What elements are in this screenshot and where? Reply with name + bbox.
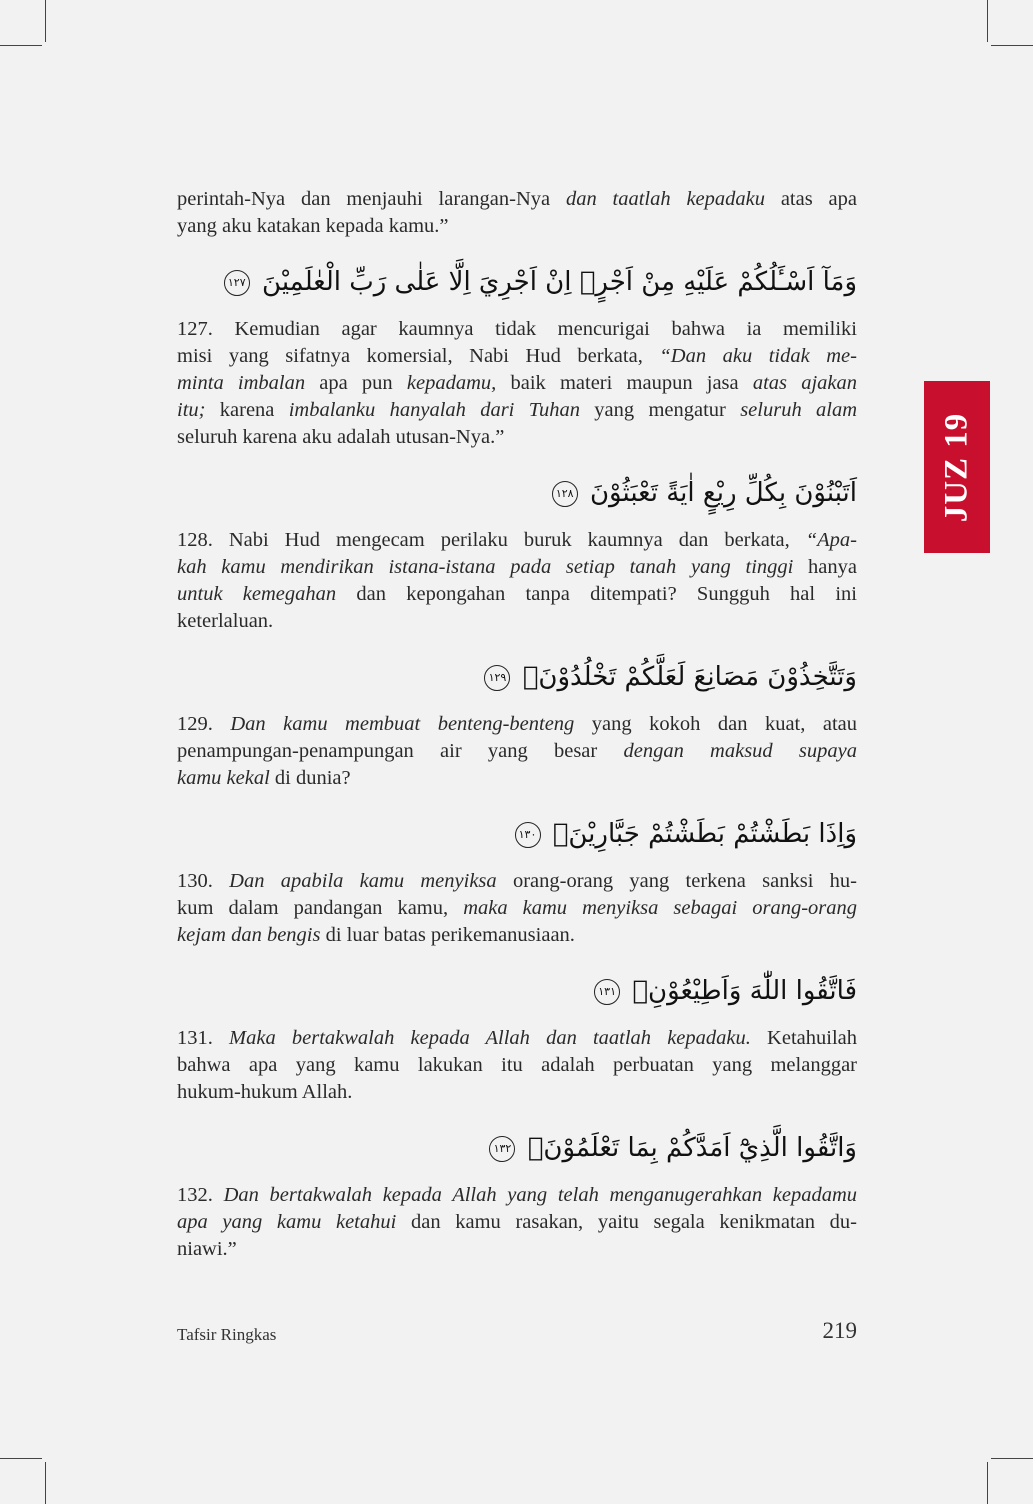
text-run: penampungan-penampungan air yang besar <box>177 740 624 762</box>
commentary-paragraph <box>177 316 857 451</box>
text-line <box>177 738 857 765</box>
verse-number-marker: ١٣١ <box>594 979 620 1005</box>
text-run: dan kamu rasakan, yaitu segala kenikmatan du- <box>396 1211 857 1233</box>
text-run: 131. <box>177 1027 230 1049</box>
crop-mark <box>0 45 42 46</box>
crop-mark <box>987 1462 988 1504</box>
italic-text: “Dan aku tidak me- <box>659 345 857 367</box>
text-run: misi yang sifatnya komersial, Nabi Hud berkata, <box>177 345 660 367</box>
text-run: niawi.” <box>177 1238 237 1260</box>
text-line <box>177 186 857 213</box>
text-run: di luar batas perikemanusiaan. <box>320 924 575 946</box>
text-run: baik materi maupun jasa <box>496 372 753 394</box>
italic-text: Dan kamu membuat benteng-benteng <box>230 713 575 735</box>
verse-number-marker: ١٣٠ <box>515 822 541 848</box>
text-line <box>177 527 857 554</box>
commentary-paragraph <box>177 1182 857 1263</box>
arabic-text: وَتَتَّخِذُوْنَ مَصَانِعَ لَعَلَّكُمْ تَخْلُدُوْنَۚ <box>514 662 857 692</box>
juz-label: JUZ 19 <box>938 412 975 522</box>
arabic-text: فَاتَّقُوا اللّٰهَ وَاَطِيْعُوْنِۚ <box>624 976 857 1006</box>
crop-mark <box>991 45 1033 46</box>
text-run: yang aku katakan kepada kamu.” <box>177 215 449 237</box>
text-line <box>177 424 857 451</box>
italic-text: seluruh alam <box>740 399 858 421</box>
text-run: 129. <box>177 713 231 735</box>
text-line <box>177 1052 857 1079</box>
arabic-verse <box>177 473 857 513</box>
arabic-verse <box>177 971 857 1011</box>
verse-list <box>177 262 857 1263</box>
text-run: bahwa apa yang kamu lakukan itu adalah perbuatan yang melanggar <box>177 1054 857 1076</box>
text-run: karena <box>205 399 289 421</box>
text-line <box>177 922 857 949</box>
arabic-verse <box>177 1128 857 1168</box>
italic-text: dan taatlah kepadaku <box>565 188 765 210</box>
text-run: atas apa <box>765 188 857 210</box>
text-run: hukum-hukum Allah. <box>177 1081 353 1103</box>
italic-text: dengan maksud supaya <box>623 740 857 762</box>
juz-tab <box>924 381 990 553</box>
text-line <box>177 343 857 370</box>
text-run: Ketahuilah <box>750 1027 857 1049</box>
book-title: Tafsir Ringkas <box>177 1325 277 1344</box>
text-line <box>177 554 857 581</box>
page-content <box>177 186 857 1263</box>
text-run: seluruh karena aku adalah utusan-Nya.” <box>177 426 505 448</box>
text-run: yang kokoh dan kuat, atau <box>574 713 858 735</box>
text-line <box>177 581 857 608</box>
italic-text: untuk kemegahan <box>177 583 337 605</box>
commentary-paragraph <box>177 868 857 949</box>
text-run: 128. Nabi Hud mengecam perilaku buruk kaumnya dan berkata, <box>177 529 806 551</box>
crop-mark <box>0 1458 42 1459</box>
italic-text: atas ajakan <box>752 372 858 394</box>
text-line <box>177 316 857 343</box>
text-line <box>177 1209 857 1236</box>
text-line <box>177 1079 857 1106</box>
verse-number-marker: ١٢٩ <box>484 665 510 691</box>
text-line <box>177 895 857 922</box>
verse-number-marker: ١٢٧ <box>224 270 250 296</box>
crop-mark <box>991 1458 1033 1459</box>
arabic-text: اَتَبْنُوْنَ بِكُلِّ رِيْعٍ اٰيَةً تَعْبَثُوْنَ <box>581 478 857 508</box>
commentary-paragraph <box>177 527 857 635</box>
text-line <box>177 711 857 738</box>
arabic-verse <box>177 814 857 854</box>
italic-text: itu; <box>177 399 206 421</box>
text-run: apa pun <box>305 372 407 394</box>
text-line <box>177 765 857 792</box>
verse-number-marker: ١٢٨ <box>552 481 578 507</box>
italic-text: apa yang kamu ketahui <box>177 1211 397 1233</box>
italic-text: Maka bertakwalah kepada Allah dan taatlah kepadaku. <box>229 1027 751 1049</box>
verse-number-marker: ١٣٢ <box>489 1136 515 1162</box>
text-run: 130. <box>177 870 230 892</box>
italic-text: kejam dan bengis <box>177 924 321 946</box>
text-run: 132. <box>177 1184 224 1206</box>
italic-text: imbalanku hanyalah dari Tuhan <box>288 399 580 421</box>
text-run: yang mengatur <box>579 399 741 421</box>
italic-text: “Apa- <box>805 529 857 551</box>
crop-mark <box>45 1462 46 1504</box>
text-run: dan kepongahan tanpa ditempati? Sungguh hal ini <box>336 583 857 605</box>
text-line <box>177 370 857 397</box>
text-run: hanya <box>793 556 857 578</box>
text-line <box>177 1182 857 1209</box>
italic-text: maka kamu menyiksa sebagai orang-orang <box>463 897 857 919</box>
text-run: di dunia? <box>269 767 351 789</box>
text-line <box>177 868 857 895</box>
text-line <box>177 213 857 240</box>
commentary-paragraph <box>177 1025 857 1106</box>
text-run: kum dalam pandangan kamu, <box>177 897 464 919</box>
text-line <box>177 608 857 635</box>
commentary-paragraph <box>177 711 857 792</box>
text-run: keterlaluan. <box>177 610 274 632</box>
arabic-verse <box>177 657 857 697</box>
crop-mark <box>987 0 988 42</box>
page-number: 219 <box>822 1318 857 1343</box>
italic-text: minta imbalan <box>177 372 306 394</box>
arabic-text: وَاتَّقُوا الَّذِيْٓ اَمَدَّكُمْ بِمَا تَعْلَمُوْنَۚ <box>519 1133 857 1163</box>
intro-paragraph <box>177 186 857 240</box>
italic-text: Dan bertakwalah kepada Allah yang telah menganugerahkan kepadamu <box>223 1184 857 1206</box>
text-run: perintah-Nya dan menjauhi larangan-Nya <box>177 188 566 210</box>
italic-text: Dan apabila kamu menyiksa <box>229 870 497 892</box>
crop-mark <box>45 0 46 42</box>
italic-text: kepadamu, <box>406 372 497 394</box>
text-run: 127. Kemudian agar kaumnya tidak mencurigai bahwa ia memiliki <box>177 318 857 340</box>
arabic-text: وَاِذَا بَطَشْتُمْ بَطَشْتُمْ جَبَّارِيْنَۚ <box>544 819 857 849</box>
text-line <box>177 1236 857 1263</box>
text-line <box>177 1025 857 1052</box>
arabic-text: وَمَآ اَسْـَٔلُكُمْ عَلَيْهِ مِنْ اَجْرٍۚ اِنْ اَجْرِيَ اِلَّا عَلٰى رَبِّ الْعٰلَمِيْنَ <box>253 267 857 297</box>
text-run: orang-orang yang terkena sanksi hu- <box>496 870 858 892</box>
arabic-verse <box>177 262 857 302</box>
text-line <box>177 397 857 424</box>
italic-text: kah kamu mendirikan istana-istana pada setiap tanah yang tinggi <box>177 556 794 578</box>
italic-text: kamu kekal <box>177 767 270 789</box>
